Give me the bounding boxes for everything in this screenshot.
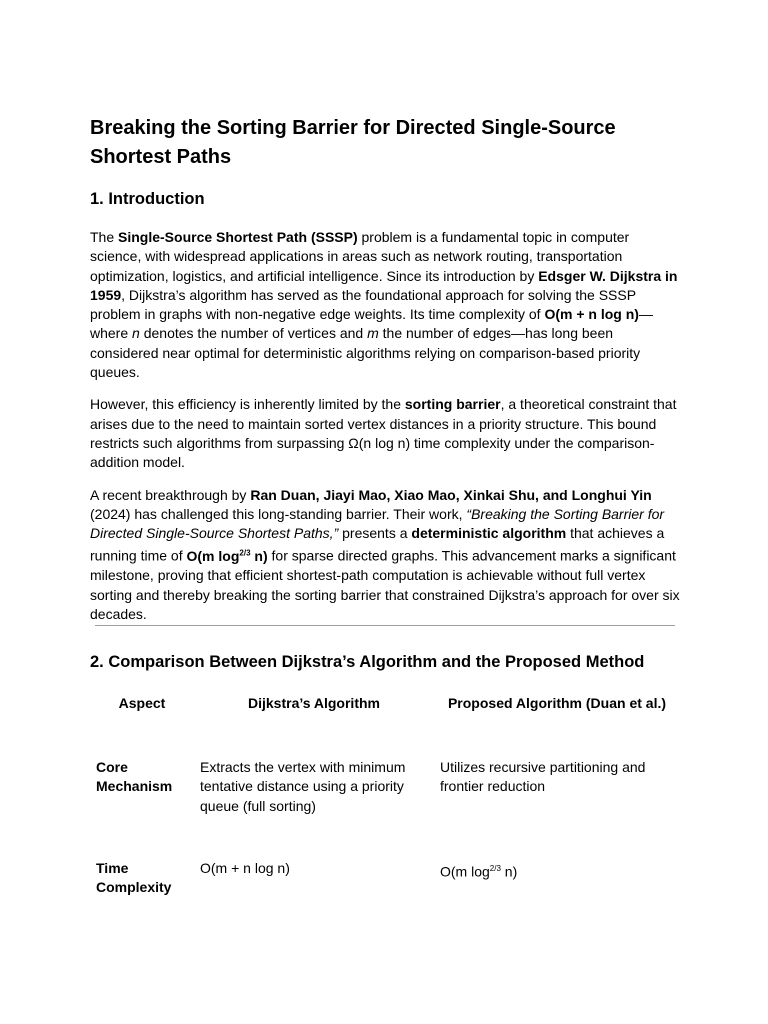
text-run: problem is a fundamental topic in computer science, with widespread applications in areas such as network routing, transportation optimization, logistics, and artificial intelligence. Since its introduction by <box>90 229 630 284</box>
text-run: O(m log <box>440 863 490 880</box>
header-aspect: Aspect <box>118 695 166 711</box>
intro-paragraph-2 <box>90 395 680 472</box>
text-run: n) <box>500 863 518 880</box>
italic-var-m: m <box>367 325 379 342</box>
table-header-row <box>90 694 680 713</box>
cell-proposed: Utilizes recursive partitioning and frontier reduction <box>440 759 646 795</box>
text-run: that achieves a running time of <box>90 525 665 565</box>
italic-paper-title: “Breaking the Sorting Barrier for Directed Single-Source Shortest Paths,” <box>90 505 665 542</box>
intro-paragraph-1 <box>90 228 680 382</box>
text-run: denotes the number of vertices and <box>139 325 368 342</box>
intro-paragraph-3 <box>90 486 680 625</box>
text-run: the number of edges—has long been considered near optimal for deterministic algorithms relying on comparison-based priority queues. <box>90 325 641 381</box>
italic-var-n: n <box>132 325 140 342</box>
text-run: , Dijkstra’s algorithm has served as the foundational approach for solving the SSSP problem in graphs with non-negative edge weights. Its time complexity of <box>90 286 636 323</box>
text-run: presents a <box>338 525 412 542</box>
horizontal-divider <box>95 625 675 626</box>
bold-authors: Ran Duan, Jiayi Mao, Xiao Mao, Xinkai Shu, and Longhui Yin <box>250 486 652 503</box>
superscript: 2/3 <box>489 863 501 873</box>
comparison-table <box>90 694 680 897</box>
bold-term-complexity: O(m + n log n) <box>544 306 639 323</box>
bold-term-sorting-barrier: sorting barrier <box>404 396 501 413</box>
cell-aspect: Core Mechanism <box>96 759 173 795</box>
header-proposed: Proposed Algorithm (Duan et al.) <box>447 695 667 711</box>
table-row <box>90 758 680 816</box>
cell-aspect: Time Complexity <box>96 859 172 896</box>
text-run: (2024) has challenged this long-standing barrier. Their work, <box>90 505 467 522</box>
text-run: A recent breakthrough by <box>90 486 251 503</box>
text-run: O(m log <box>186 548 240 565</box>
table-row <box>90 859 680 898</box>
bold-term-deterministic: deterministic algorithm <box>411 525 567 542</box>
bold-term-sssp: Single-Source Shortest Path (SSSP) <box>118 229 358 245</box>
header-dijkstra: Dijkstra’s Algorithm <box>248 695 380 711</box>
superscript: 2/3 <box>239 548 251 558</box>
text-run: However, this efficiency is inherently limited by the <box>90 396 405 413</box>
document-title: Breaking the Sorting Barrier for Directed Single-Source Shortest Paths <box>90 117 616 168</box>
cell-dijkstra: O(m + n log n) <box>200 859 290 876</box>
section-heading-comparison: 2. Comparison Between Dijkstra’s Algorithm and the Proposed Method <box>90 653 645 671</box>
text-run: —where <box>90 306 653 342</box>
document-body <box>90 114 680 637</box>
text-run: n) <box>250 548 268 565</box>
text-run: , a theoretical constraint that arises due to the need to maintain sorted vertex distances in a priority structure. This bound restricts such algorithms from surpassing Ω(n log n) time complexity under the comparison-addition model. <box>90 396 677 471</box>
cell-dijkstra: Extracts the vertex with minimum tentative distance using a priority queue (full sorting) <box>200 759 406 814</box>
bold-term-dijkstra-1959: Edsger W. Dijkstra in 1959 <box>90 267 678 303</box>
section-heading-introduction: 1. Introduction <box>90 190 205 208</box>
text-run: for sparse directed graphs. This advancement marks a significant milestone, proving that efficient shortest-path computation is achievable without full vertex sorting and thereby breaking the sorting barrier that constrained Dijkstra’s approach for over six decades. <box>90 548 680 622</box>
text-run: The <box>90 229 119 245</box>
bold-term-new-complexity <box>187 548 268 564</box>
comparison-section <box>90 650 680 897</box>
cell-proposed <box>434 859 680 898</box>
